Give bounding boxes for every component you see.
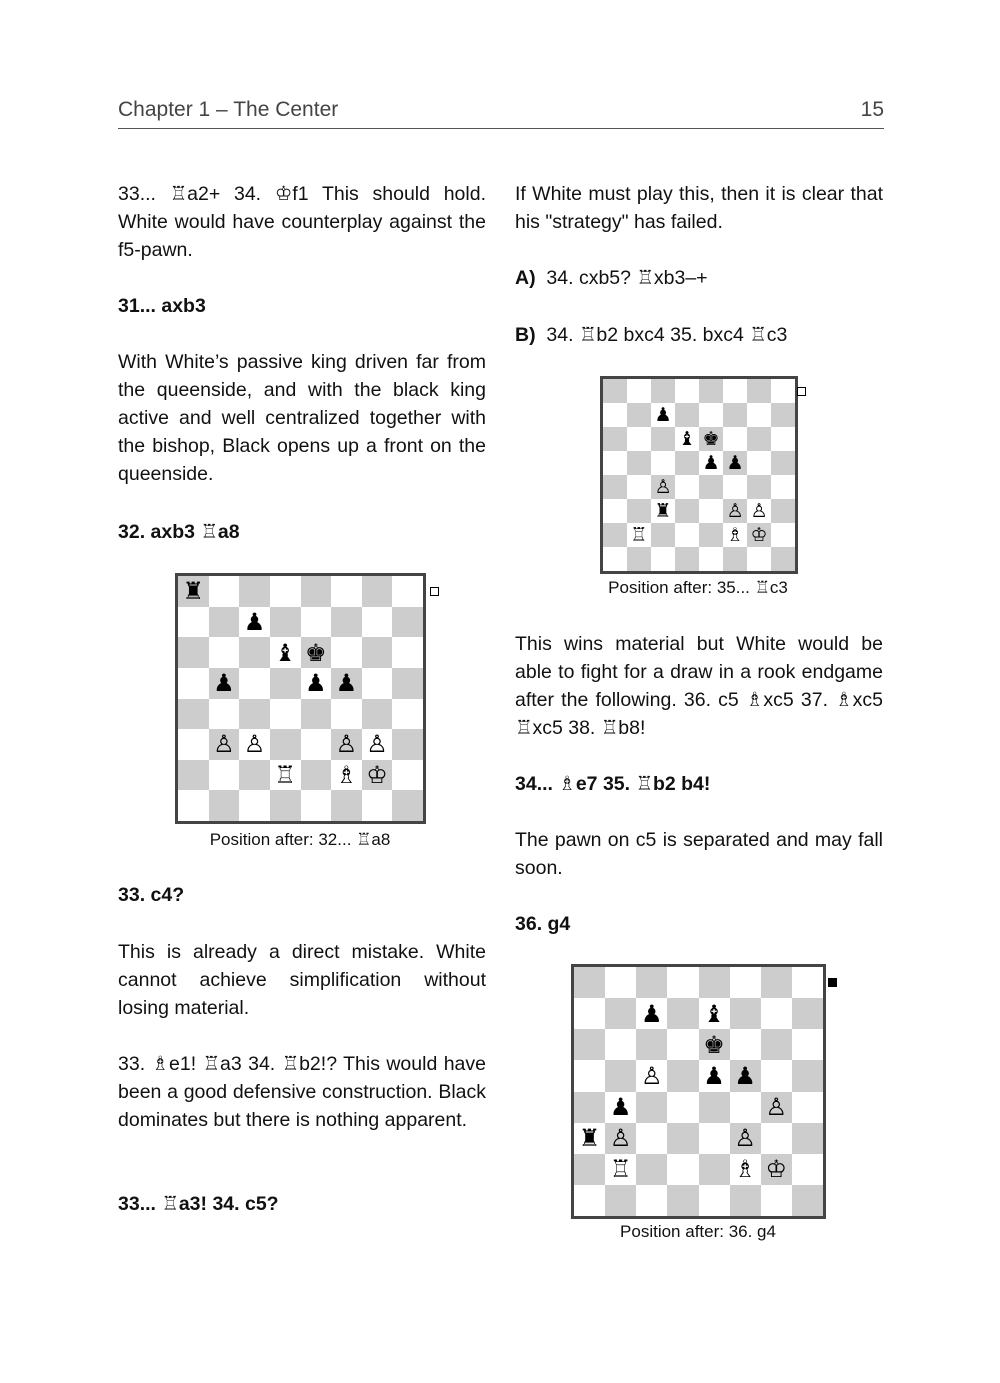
square-b4 [605,1092,636,1123]
square-a4 [574,1092,605,1123]
square-f1 [730,1185,761,1216]
diagram-caption: Position after: 32... ♖a8 [209,830,391,849]
square-e5 [699,451,723,475]
square-g6 [761,1029,792,1060]
square-e1 [301,790,332,821]
square-c1 [651,547,675,571]
square-d4 [667,1092,698,1123]
square-e4 [301,699,332,730]
square-c4 [239,699,270,730]
chess-piece-c3: ♙ [243,730,266,759]
chess-piece-b5: ♟ [213,669,235,698]
square-b2 [605,1154,636,1185]
square-e8 [699,379,723,403]
chess-piece-c7: ♟ [641,999,663,1028]
square-g7 [362,607,393,638]
chess-piece-f3: ♙ [734,1124,756,1153]
square-a8 [574,967,605,998]
black-to-move-marker [828,978,837,987]
chess-piece-d6: ♝ [274,638,296,667]
square-h5 [792,1060,823,1091]
chess-piece-b3: ♙ [213,730,235,759]
square-h6 [771,427,795,451]
square-f7 [331,607,362,638]
square-d1 [675,547,699,571]
square-c8 [239,576,270,607]
variation-text: 34. ♖b2 bxc4 35. bxc4 ♖c3 [546,324,788,346]
square-e5 [699,1060,730,1091]
square-b8 [209,576,240,607]
square-g8 [761,967,792,998]
paragraph: The pawn on c5 is separated and may fall soon. [515,829,883,879]
square-h8 [792,967,823,998]
page-header [118,94,884,129]
square-d2 [667,1154,698,1185]
chess-piece-f3: ♙ [726,499,744,522]
square-a8 [603,379,627,403]
square-b6 [627,427,651,451]
square-g6 [747,427,771,451]
chess-piece-f3: ♙ [335,730,358,759]
square-h2 [771,523,795,547]
chess-diagram-2 [600,376,798,574]
square-a3 [603,499,627,523]
square-h2 [792,1154,823,1185]
square-e6 [699,1029,730,1060]
variation-label: B) [515,324,536,346]
square-e1 [699,547,723,571]
square-a6 [574,1029,605,1060]
square-g5 [362,668,393,699]
square-b5 [605,1060,636,1091]
chess-piece-g2: ♔ [366,761,388,790]
square-e7 [301,607,332,638]
square-f1 [723,547,747,571]
square-a8 [178,576,209,607]
square-e8 [301,576,332,607]
square-e3 [699,1123,730,1154]
square-g8 [362,576,393,607]
square-a7 [603,403,627,427]
square-f4 [723,475,747,499]
square-a1 [178,790,209,821]
square-b6 [605,1029,636,1060]
paragraph: This wins material but White would be able to fight for a draw in a rook endgame after the following. 36. c5 ♗xc5 37. ♗xc5 ♖xc5 38. ♖b8! [515,633,883,739]
square-d7 [270,607,301,638]
square-c3 [239,729,270,760]
move-heading: 36. g4 [515,913,571,935]
square-b7 [627,403,651,427]
chess-piece-f2: ♗ [734,1155,756,1184]
square-d3 [675,499,699,523]
square-b2 [209,760,240,791]
square-h1 [792,1185,823,1216]
square-a6 [603,427,627,451]
square-b3 [627,499,651,523]
square-d8 [667,967,698,998]
square-b8 [627,379,651,403]
chess-piece-f5: ♟ [335,669,358,698]
square-h7 [392,607,423,638]
black-to-move-marker [430,587,439,596]
square-e8 [699,967,730,998]
square-h6 [392,637,423,668]
square-f3 [723,499,747,523]
square-h8 [392,576,423,607]
chess-piece-e5: ♟ [702,451,720,474]
square-g4 [362,699,393,730]
square-f7 [730,998,761,1029]
square-f2 [331,760,362,791]
diagram-caption: Position after: 35... ♖c3 [608,578,788,597]
page-number: 15 [860,98,884,121]
square-a3 [178,729,209,760]
square-h8 [771,379,795,403]
black-to-move-marker [797,387,806,396]
square-d8 [675,379,699,403]
square-e4 [699,475,723,499]
square-g1 [761,1185,792,1216]
paragraph: 33. ♗e1! ♖a3 34. ♖b2!? This would have been a good defensive construction. Black dominates but there is nothing apparent. [118,1053,486,1131]
variation-a [515,264,883,292]
square-c7 [636,998,667,1029]
square-h2 [392,760,423,791]
chess-piece-c4: ♙ [654,475,672,498]
square-d5 [270,668,301,699]
chess-piece-c3: ♜ [654,499,672,522]
square-f4 [331,699,362,730]
chess-piece-g2: ♔ [750,523,768,546]
square-f5 [723,451,747,475]
move-heading: 33... ♖a3! 34. c5? [118,1193,279,1215]
square-g5 [747,451,771,475]
chess-piece-d2: ♖ [274,761,296,790]
square-e3 [699,499,723,523]
square-g3 [747,499,771,523]
square-h7 [792,998,823,1029]
square-b4 [627,475,651,499]
square-c8 [636,967,667,998]
chess-piece-g3: ♙ [366,730,388,759]
square-c4 [636,1092,667,1123]
chess-piece-f5: ♟ [734,1061,756,1090]
square-b4 [209,699,240,730]
square-f8 [730,967,761,998]
square-b6 [209,637,240,668]
square-d3 [667,1123,698,1154]
square-b5 [627,451,651,475]
square-a3 [574,1123,605,1154]
square-h4 [392,699,423,730]
square-b8 [605,967,636,998]
chess-piece-e5: ♟ [305,669,327,698]
square-c2 [636,1154,667,1185]
square-h3 [771,499,795,523]
chess-diagram-1 [175,573,426,824]
square-a1 [603,547,627,571]
square-d6 [667,1029,698,1060]
square-c2 [239,760,270,791]
square-c6 [636,1029,667,1060]
square-d2 [270,760,301,791]
square-b5 [209,668,240,699]
square-h1 [392,790,423,821]
square-g1 [747,547,771,571]
variation-b [515,321,883,349]
square-h5 [392,668,423,699]
square-e3 [301,729,332,760]
square-f2 [723,523,747,547]
square-c7 [239,607,270,638]
square-f1 [331,790,362,821]
square-d7 [675,403,699,427]
square-c1 [636,1185,667,1216]
square-b7 [605,998,636,1029]
square-f6 [723,427,747,451]
square-a7 [574,998,605,1029]
chess-piece-e6: ♚ [703,1030,725,1059]
square-e6 [301,637,332,668]
chess-piece-b2: ♖ [609,1155,632,1184]
square-a2 [603,523,627,547]
chess-piece-c7: ♟ [243,607,266,636]
square-d1 [270,790,301,821]
square-b3 [605,1123,636,1154]
square-g1 [362,790,393,821]
square-a5 [178,668,209,699]
square-d7 [667,998,698,1029]
square-c5 [651,451,675,475]
square-e2 [301,760,332,791]
square-c1 [239,790,270,821]
chess-piece-g4: ♙ [765,1093,788,1122]
square-e2 [699,523,723,547]
square-c5 [239,668,270,699]
square-h7 [771,403,795,427]
square-d5 [667,1060,698,1091]
square-f6 [331,637,362,668]
square-g7 [747,403,771,427]
square-b2 [627,523,651,547]
square-a6 [178,637,209,668]
square-g3 [362,729,393,760]
chess-piece-e6: ♚ [305,638,327,667]
chess-piece-b2: ♖ [630,523,648,546]
square-a2 [574,1154,605,1185]
square-h3 [792,1123,823,1154]
square-g5 [761,1060,792,1091]
square-d2 [675,523,699,547]
square-c7 [651,403,675,427]
square-f5 [331,668,362,699]
paragraph: This is already a direct mistake. White cannot achieve simplification without losing material. [118,941,486,1019]
square-a5 [603,451,627,475]
move-heading: 31... axb3 [118,295,206,317]
chess-piece-e7: ♝ [703,999,725,1028]
square-d6 [270,637,301,668]
chess-piece-g2: ♔ [765,1155,788,1184]
chess-piece-c7: ♟ [654,403,672,426]
chess-piece-a8: ♜ [182,577,205,606]
chess-piece-f2: ♗ [726,523,744,546]
square-c2 [651,523,675,547]
square-a1 [574,1185,605,1216]
square-g2 [362,760,393,791]
square-g2 [747,523,771,547]
square-e4 [699,1092,730,1123]
chapter-title: Chapter 1 – The Center [118,98,339,121]
chess-piece-e6: ♚ [702,427,720,450]
chess-piece-e5: ♟ [703,1061,725,1090]
square-f8 [723,379,747,403]
square-d8 [270,576,301,607]
move-heading: 34... ♗e7 35. ♖b2 b4! [515,773,711,795]
variation-text: 34. cxb5? ♖xb3–+ [546,267,708,289]
square-f6 [730,1029,761,1060]
square-c4 [651,475,675,499]
square-g4 [747,475,771,499]
square-f5 [730,1060,761,1091]
square-e5 [301,668,332,699]
square-g8 [747,379,771,403]
square-b3 [209,729,240,760]
square-e1 [699,1185,730,1216]
square-h5 [771,451,795,475]
square-h1 [771,547,795,571]
variation-label: A) [515,267,536,289]
square-b1 [209,790,240,821]
square-d4 [270,699,301,730]
chess-piece-b4: ♟ [609,1093,632,1122]
square-d3 [270,729,301,760]
square-c3 [651,499,675,523]
square-a4 [603,475,627,499]
square-e7 [699,403,723,427]
square-d6 [675,427,699,451]
square-e2 [699,1154,730,1185]
square-b1 [627,547,651,571]
square-e6 [699,427,723,451]
square-a7 [178,607,209,638]
chess-piece-c5: ♙ [641,1061,663,1090]
square-g7 [761,998,792,1029]
square-h3 [392,729,423,760]
square-a5 [574,1060,605,1091]
diagram-caption: Position after: 36. g4 [620,1222,776,1241]
square-d5 [675,451,699,475]
square-f3 [730,1123,761,1154]
chess-piece-f5: ♟ [726,451,744,474]
square-g3 [761,1123,792,1154]
move-heading: 32. axb3 ♖a8 [118,521,240,543]
square-c6 [239,637,270,668]
square-d4 [675,475,699,499]
square-f8 [331,576,362,607]
paragraph: With White’s passive king driven far from the queenside, and with the black king active and well centralized together with the bishop, Black opens up a front on the queenside. [118,351,486,485]
chess-piece-a3: ♜ [578,1124,601,1153]
square-h6 [792,1029,823,1060]
square-h4 [771,475,795,499]
square-b1 [605,1185,636,1216]
square-c3 [636,1123,667,1154]
square-d1 [667,1185,698,1216]
square-g6 [362,637,393,668]
square-f3 [331,729,362,760]
square-f7 [723,403,747,427]
paragraph: If White must play this, then it is clear that his "strategy" has failed. [515,183,883,233]
square-c5 [636,1060,667,1091]
chess-diagram-3 [571,964,826,1219]
square-g4 [761,1092,792,1123]
square-h4 [792,1092,823,1123]
chess-piece-g3: ♙ [750,499,768,522]
move-heading: 33. c4? [118,884,185,906]
square-a4 [178,699,209,730]
square-a2 [178,760,209,791]
chess-piece-d6: ♝ [678,427,696,450]
chess-piece-f2: ♗ [335,761,358,790]
chess-piece-b3: ♙ [609,1124,632,1153]
square-e7 [699,998,730,1029]
square-f4 [730,1092,761,1123]
square-f2 [730,1154,761,1185]
square-g2 [761,1154,792,1185]
square-c8 [651,379,675,403]
paragraph: 33... ♖a2+ 34. ♔f1 This should hold. White would have counterplay against the f5-pawn. [118,183,486,261]
square-b7 [209,607,240,638]
square-c6 [651,427,675,451]
